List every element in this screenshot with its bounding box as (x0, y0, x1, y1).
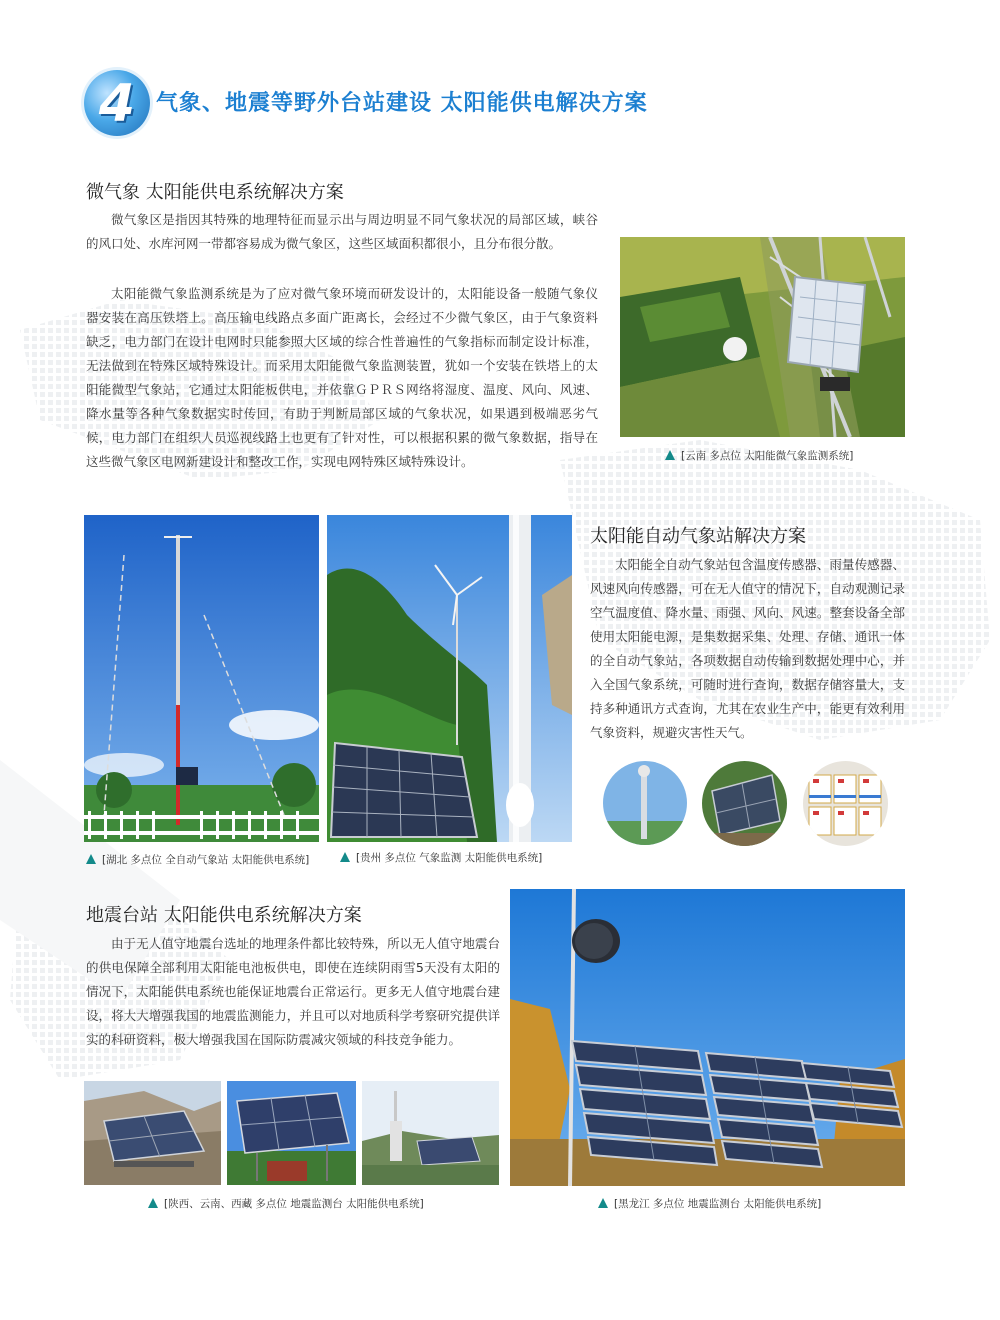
section2-paragraph: 太阳能全自动气象站包含温度传感器、雨量传感器、风速风向传感器，可在无人值守的情况下，自动观测记录空气温度值、降水量、雨强、风向、风速。整套设备全部使用太阳能电源，是集数据采集、处理、存储、通讯一体的全自动气象站，各项数据自动传输到数据处理中心，并入全国气象系统，可随时进行查询，数据存储容量大，支持多种通讯方式查询，尤其在农业生产中，能更有效利用气象资料，规避灾害性天气。 (590, 557, 905, 740)
caption-hubei (86, 852, 309, 867)
caption-guizhou (340, 850, 542, 865)
photo-heilongjiang-solar-array (510, 889, 905, 1186)
caption-marker-icon (665, 450, 675, 460)
circle-photo-batteries (803, 761, 888, 846)
caption-marker-icon (86, 854, 96, 864)
caption-seismic-multi-text: [陕西、云南、西藏 多点位 地震监测台 太阳能供电系统] (164, 1198, 424, 1210)
caption-heilongjiang (598, 1196, 821, 1211)
caption-marker-icon (148, 1198, 158, 1208)
caption-heilongjiang-text: [黑龙江 多点位 地震监测台 太阳能供电系统] (614, 1198, 822, 1210)
photo-hubei-weather-station (84, 515, 319, 842)
caption-hubei-text: [湖北 多点位 全自动气象站 太阳能供电系统] (102, 854, 310, 866)
photo-seismic-site-1 (84, 1081, 221, 1185)
section2-title: 太阳能自动气象站解决方案 (590, 526, 806, 547)
caption-yunnan (665, 448, 853, 463)
section1-paragraph2: 太阳能微气象监测系统是为了应对微气象环境而研发设计的，太阳能设备一般随气象仪器安装在高压铁塔上。高压输电线路点多面广距离长，会经过不少微气象区，由于气象资料缺乏，电力部门在设计电网时只能参照大区域的综合性普遍性的气象指标而制定设计标准，无法做到在特殊区域特殊设计。而采用太阳能微气象监测装置，犹如一个安装在铁塔上的太阳能微型气象站，它通过太阳能板供电，并依靠ＧＰＲＳ网络将湿度、温度、风向、风速、降水量等各种气象数据实时传回，有助于判断局部区域的气象状况，如果遇到极端恶劣气候，电力部门在组织人员巡视线路上也更有了针对性，可以根据积累的微气象数据，指导在这些微气象区电网新建设计和整改工作，实现电网特殊区域特殊设计。 (86, 286, 598, 469)
caption-marker-icon (598, 1198, 608, 1208)
photo-seismic-site-3 (362, 1081, 499, 1185)
section3-paragraph: 由于无人值守地震台选址的地理条件都比较特殊，所以无人值守地震台的供电保障全部利用太阳能电池板供电，即使在连续阴雨雪5天没有太阳的情况下，太阳能供电系统也能保证地震台正常运行。更多无人值守地震台建设，将大大增强我国的地震监测能力，并且可以对地质科学考察研究提供详实的科研资料，极大增强我国在国际防震减灾领域的科技竞争能力。 (86, 936, 500, 1047)
section-number-badge (84, 70, 150, 136)
section1-paragraph1: 微气象区是指因其特殊的地理特征而显示出与周边明显不同气象状况的局部区域，峡谷的风口处、水库河网一带都容易成为微气象区，这些区域面积都很小，且分布很分散。 (86, 212, 598, 251)
circle-photo-solar-panel (702, 761, 787, 846)
page-header-title: 气象、地震等野外台站建设 太阳能供电解决方案 (156, 91, 648, 116)
photo-yunnan-tower-solar (620, 237, 905, 437)
caption-yunnan-text: [云南 多点位 太阳能微气象监测系统] (681, 450, 854, 462)
circle-photo-mast (603, 761, 687, 845)
photo-guizhou-wind-solar (327, 515, 572, 842)
caption-guizhou-text: [贵州 多点位 气象监测 太阳能供电系统] (356, 852, 543, 864)
photo-seismic-site-2 (227, 1081, 356, 1185)
section-number: 4 (98, 74, 136, 134)
section3-title: 地震台站 太阳能供电系统解决方案 (86, 905, 362, 926)
caption-marker-icon (340, 852, 350, 862)
caption-seismic-multi (148, 1196, 424, 1211)
section1-title: 微气象 太阳能供电系统解决方案 (86, 182, 344, 203)
